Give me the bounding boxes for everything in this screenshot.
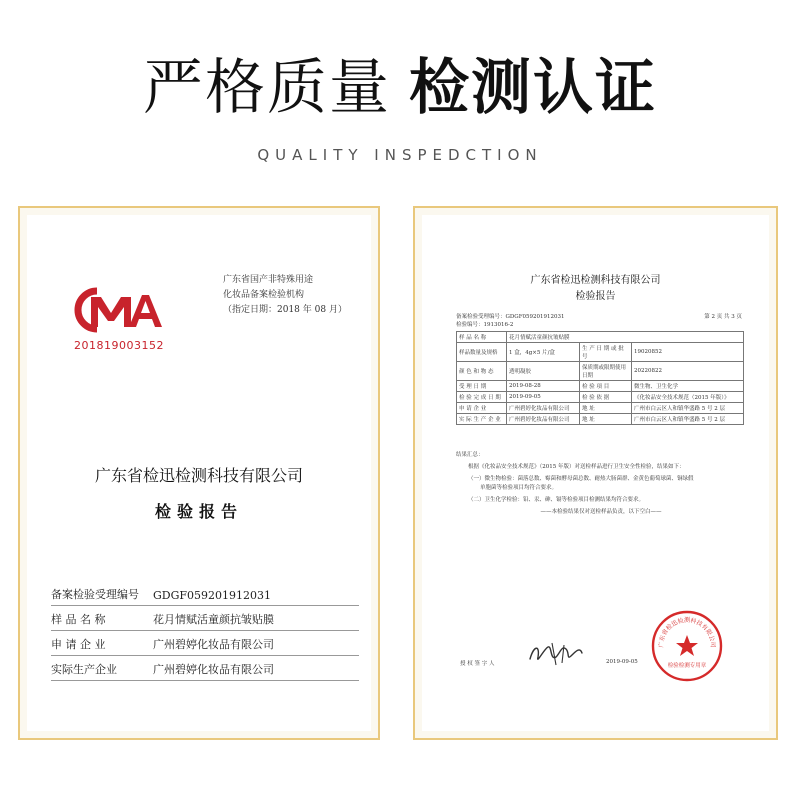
table-cell: 生 产 日 期 或 批 号	[580, 343, 632, 362]
info-label: 样 品 名 称	[51, 613, 106, 626]
certificate-sheet	[27, 215, 371, 731]
agency-note	[223, 273, 363, 318]
table-cell: 微生物、卫生化学	[632, 381, 744, 392]
table-cell: 1 盒，4g×5 片/盒	[507, 343, 580, 362]
table-cell: 《化妆品安全技术规范（2015 年版）》	[632, 392, 744, 403]
table-row	[457, 392, 744, 403]
certificate-frame	[18, 206, 380, 740]
info-row	[51, 656, 359, 681]
report-sheet	[422, 215, 769, 731]
info-label: 备案检验受理编号	[51, 588, 139, 601]
report-meta-accept-no: 备案检验受理编号：GDGF059201912031	[456, 314, 565, 320]
signature-label: 授 权 签 字 人	[460, 661, 495, 667]
table-cell: 广州碧婷化妆品有限公司	[507, 403, 580, 414]
table-row	[457, 381, 744, 392]
table-cell: 检 验 完 成 日 期	[457, 392, 507, 403]
table-cell: 检 验 项 目	[580, 381, 632, 392]
table-cell: 2019-08-28	[507, 381, 580, 392]
signature-scribble-icon	[526, 639, 586, 669]
table-cell: 2019-09-05	[507, 392, 580, 403]
table-cell: 广州市白云区人和镇华盛路 5 号 2 层	[632, 414, 744, 425]
cma-logo-icon	[67, 287, 163, 333]
conclusion-line: 单胞菌等检验项目均符合要求。	[480, 485, 558, 491]
conclusion-line: ——本检验结果仅对送检样品负责，以下空白——	[540, 509, 662, 515]
table-cell: 地 址	[580, 414, 632, 425]
headline-part-b: 检测认证	[409, 53, 657, 123]
certificate-report-title: 检验报告	[154, 502, 243, 521]
table-cell: 20220822	[632, 362, 744, 381]
info-value: GDGF059201912031	[153, 589, 272, 602]
table-row	[457, 414, 744, 425]
certificate-info-table	[51, 581, 359, 681]
table-cell: 19020852	[632, 343, 744, 362]
info-value: 广州碧婷化妆品有限公司	[153, 663, 274, 676]
table-cell: 地 址	[580, 403, 632, 414]
signature-date: 2019-09-05	[606, 659, 638, 665]
report-meta-page: 第 2 页 共 3 页	[704, 314, 742, 320]
conclusion-line: （一）微生物检验：菌落总数、霉菌和酵母菌总数、耐热大肠菌群、金黄色葡萄球菌、铜绿假	[468, 476, 694, 482]
info-value: 广州碧婷化妆品有限公司	[153, 638, 274, 651]
table-row	[457, 332, 744, 343]
table-cell: 颜 色 和 物 态	[457, 362, 507, 381]
cma-number: 201819003152	[74, 339, 164, 352]
table-cell: 花月情赋活童颜抗皱贴膜	[507, 332, 744, 343]
table-cell: 透明凝胶	[507, 362, 580, 381]
table-cell: 申 请 企 业	[457, 403, 507, 414]
conclusion-line: 根据《化妆品安全技术规范》（2015 年版）对送检样品进行卫生安全性检验，结果如下：	[468, 464, 685, 470]
table-cell: 检 验 依 据	[580, 392, 632, 403]
info-row	[51, 631, 359, 656]
table-cell: 实 际 生 产 企 业	[457, 414, 507, 425]
conclusion-line: （二）卫生化学检验：铅、汞、砷、镉等检验项目检测结果均符合要求。	[468, 497, 645, 503]
seal-text: 广东省检迅检测科技有限公司	[657, 617, 717, 648]
agency-note-line: 广东省国产非特殊用途	[223, 275, 314, 285]
report-conclusion	[456, 451, 746, 517]
agency-note-line: （指定日期：2018 年 08 月）	[223, 305, 347, 315]
table-row	[457, 362, 744, 381]
table-cell: 受 理 日 期	[457, 381, 507, 392]
info-label: 申 请 企 业	[51, 638, 106, 651]
table-cell: 样品数量及规格	[457, 343, 507, 362]
report-table	[456, 331, 744, 425]
table-row	[457, 343, 744, 362]
headline	[0, 52, 800, 124]
report-company: 广东省检迅检测科技有限公司	[530, 275, 661, 286]
report-frame	[413, 206, 778, 740]
report-title: 检验报告	[575, 291, 616, 302]
conclusion-heading: 结果汇总：	[456, 452, 484, 458]
report-meta	[456, 313, 742, 329]
seal-subtext: 检验检测专用章	[667, 663, 707, 669]
info-label: 实际生产企业	[51, 663, 117, 676]
info-row	[51, 581, 359, 606]
table-cell: 样 品 名 称	[457, 332, 507, 343]
certificate-company: 广东省检迅检测科技有限公司	[94, 466, 303, 485]
info-value: 花月情赋活童颜抗皱贴膜	[153, 613, 274, 626]
subtitle: QUALITY INSPEDCTION	[257, 146, 543, 164]
table-row	[457, 403, 744, 414]
headline-part-a: 严格质量	[143, 53, 391, 123]
info-row	[51, 606, 359, 631]
table-cell: 保质期或限期使用日期	[580, 362, 632, 381]
table-cell: 广州碧婷化妆品有限公司	[507, 414, 580, 425]
inspection-seal-icon	[650, 609, 724, 683]
agency-note-line: 化妆品备案检验机构	[223, 290, 305, 300]
report-meta-inspect-no: 检验编号：1913016-2	[456, 322, 514, 328]
table-cell: 广州市白云区人和镇华盛路 5 号 2 层	[632, 403, 744, 414]
